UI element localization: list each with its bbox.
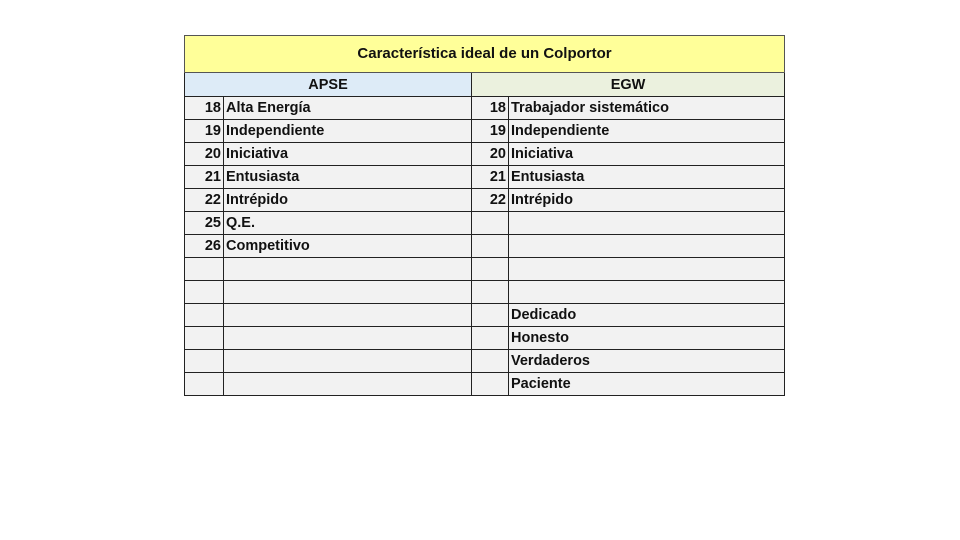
header-apse[interactable]: APSE: [185, 73, 472, 97]
table-row: [185, 235, 785, 258]
egw-number-cell[interactable]: 19: [472, 120, 509, 143]
apse-number-cell[interactable]: 20: [185, 143, 224, 166]
table-row: [185, 97, 785, 120]
apse-trait-cell[interactable]: Competitivo: [224, 235, 472, 258]
apse-number-cell[interactable]: [185, 304, 224, 327]
header-egw[interactable]: EGW: [472, 73, 785, 97]
apse-trait-cell[interactable]: Q.E.: [224, 212, 472, 235]
apse-trait-cell[interactable]: Entusiasta: [224, 166, 472, 189]
apse-number-cell[interactable]: [185, 281, 224, 304]
egw-number-cell[interactable]: 21: [472, 166, 509, 189]
apse-number-cell[interactable]: 25: [185, 212, 224, 235]
egw-number-cell[interactable]: 20: [472, 143, 509, 166]
egw-trait-cell[interactable]: [509, 281, 785, 304]
table-title[interactable]: Característica ideal de un Colportor: [185, 36, 785, 73]
apse-number-cell[interactable]: [185, 258, 224, 281]
apse-trait-cell[interactable]: Alta Energía: [224, 97, 472, 120]
table-row: [185, 143, 785, 166]
egw-number-cell[interactable]: [472, 258, 509, 281]
egw-trait-cell[interactable]: Intrépido: [509, 189, 785, 212]
egw-trait-cell[interactable]: Dedicado: [509, 304, 785, 327]
apse-number-cell[interactable]: 21: [185, 166, 224, 189]
table-row: [185, 166, 785, 189]
apse-trait-cell[interactable]: [224, 304, 472, 327]
egw-number-cell[interactable]: [472, 235, 509, 258]
egw-trait-cell[interactable]: [509, 235, 785, 258]
egw-trait-cell[interactable]: Honesto: [509, 327, 785, 350]
egw-number-cell[interactable]: [472, 350, 509, 373]
egw-trait-cell[interactable]: Entusiasta: [509, 166, 785, 189]
apse-trait-cell[interactable]: Iniciativa: [224, 143, 472, 166]
apse-number-cell[interactable]: [185, 327, 224, 350]
header-row: [185, 73, 785, 97]
egw-number-cell[interactable]: 22: [472, 189, 509, 212]
table-row: [185, 304, 785, 327]
egw-trait-cell[interactable]: Paciente: [509, 373, 785, 396]
table-row: [185, 189, 785, 212]
apse-number-cell[interactable]: 19: [185, 120, 224, 143]
apse-trait-cell[interactable]: [224, 281, 472, 304]
egw-trait-cell[interactable]: Verdaderos: [509, 350, 785, 373]
title-row: [185, 36, 785, 73]
apse-number-cell[interactable]: [185, 373, 224, 396]
apse-number-cell[interactable]: 22: [185, 189, 224, 212]
apse-trait-cell[interactable]: Independiente: [224, 120, 472, 143]
egw-number-cell[interactable]: [472, 281, 509, 304]
egw-number-cell[interactable]: [472, 373, 509, 396]
egw-number-cell[interactable]: 18: [472, 97, 509, 120]
egw-number-cell[interactable]: [472, 212, 509, 235]
apse-trait-cell[interactable]: [224, 258, 472, 281]
table-row: [185, 258, 785, 281]
egw-trait-cell[interactable]: Iniciativa: [509, 143, 785, 166]
table-row: [185, 281, 785, 304]
apse-trait-cell[interactable]: [224, 373, 472, 396]
egw-trait-cell[interactable]: Trabajador sistemático: [509, 97, 785, 120]
apse-number-cell[interactable]: 18: [185, 97, 224, 120]
apse-trait-cell[interactable]: [224, 327, 472, 350]
table-row: [185, 350, 785, 373]
apse-number-cell[interactable]: 26: [185, 235, 224, 258]
table-row: [185, 373, 785, 396]
egw-number-cell[interactable]: [472, 304, 509, 327]
apse-trait-cell[interactable]: Intrépido: [224, 189, 472, 212]
table-row: [185, 120, 785, 143]
table-row: [185, 212, 785, 235]
table-row: [185, 327, 785, 350]
apse-number-cell[interactable]: [185, 350, 224, 373]
characteristics-table: [184, 35, 785, 396]
egw-trait-cell[interactable]: [509, 258, 785, 281]
apse-trait-cell[interactable]: [224, 350, 472, 373]
egw-trait-cell[interactable]: Independiente: [509, 120, 785, 143]
egw-trait-cell[interactable]: [509, 212, 785, 235]
egw-number-cell[interactable]: [472, 327, 509, 350]
